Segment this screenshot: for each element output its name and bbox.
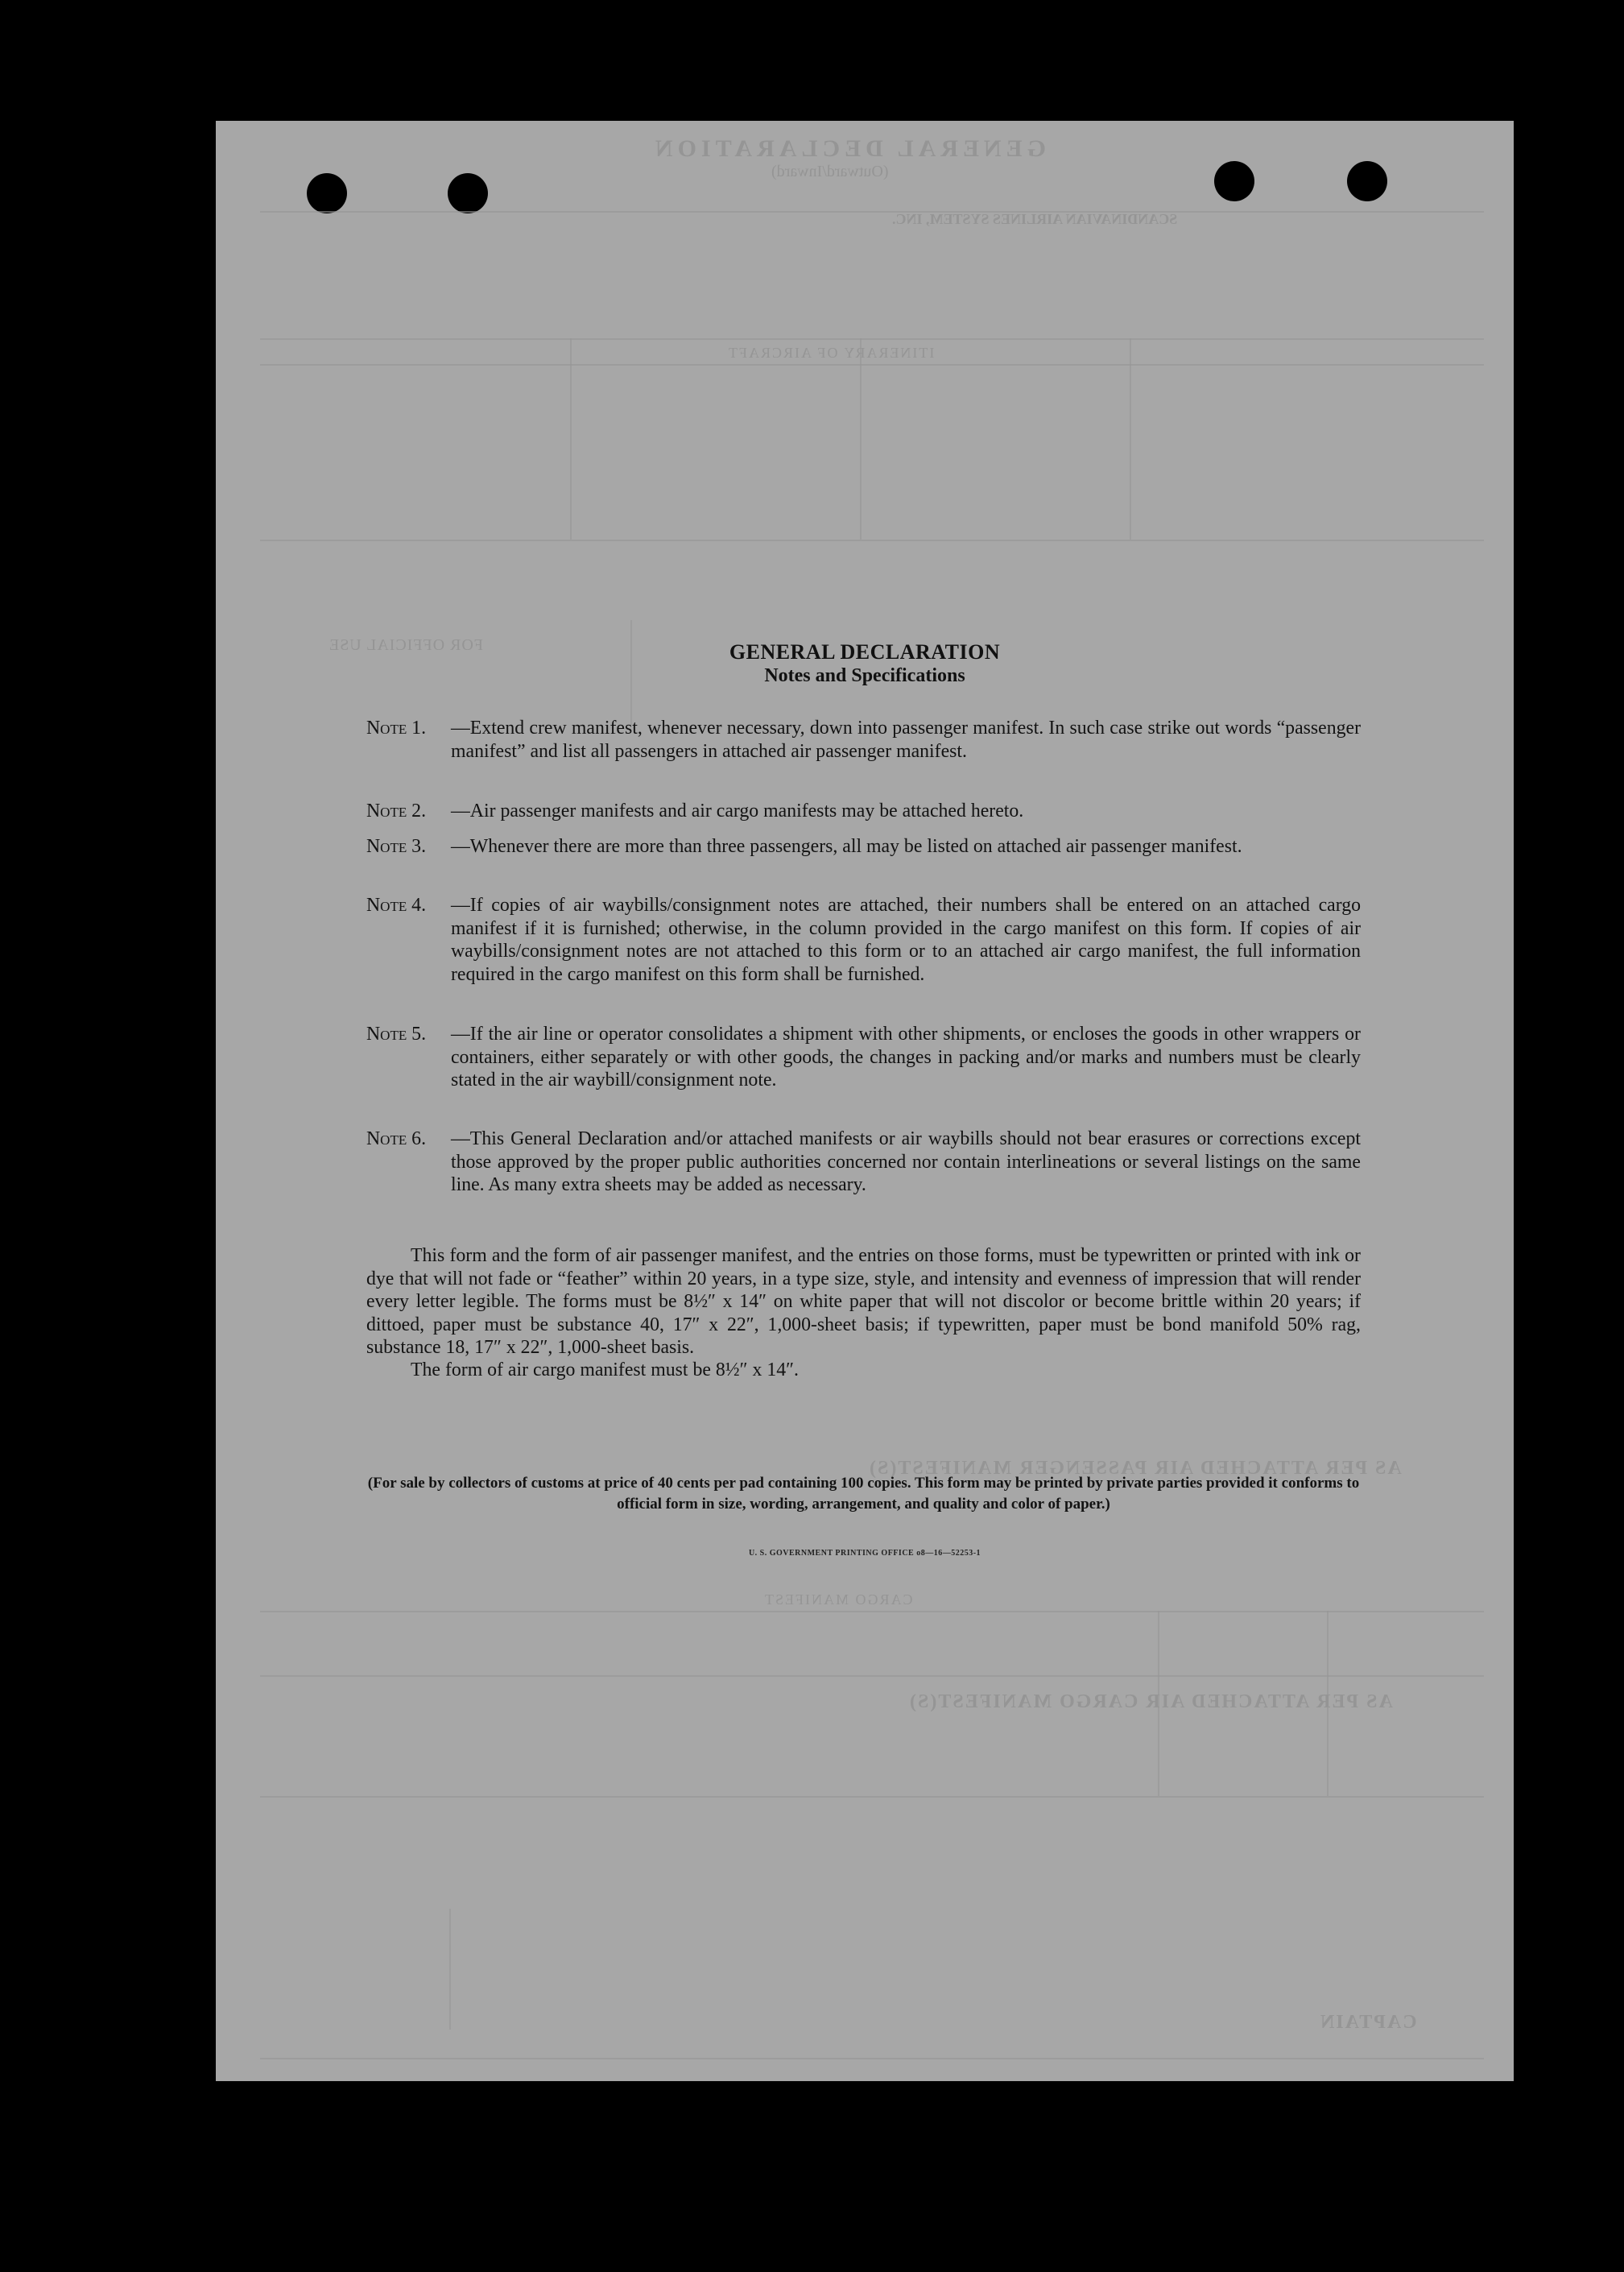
bleed-col-6 — [1327, 1611, 1329, 1796]
note-label: Note 5. — [366, 1024, 427, 1045]
note-3 — [366, 835, 1361, 859]
note-text: —Extend crew manifest, whenever necessary, down into passenger manifest. In such case strike out words “passenger manifest” and list all passengers in attached air passenger manifest. — [451, 718, 1361, 762]
note-label: Note 3. — [366, 836, 427, 857]
bleed-rule-4 — [260, 540, 1484, 541]
note-5 — [366, 1023, 1361, 1092]
bleed-rule-7 — [260, 1796, 1484, 1798]
page-title: GENERAL DECLARATION — [729, 640, 1001, 664]
bleed-rule-8 — [260, 2058, 1484, 2059]
document-page — [216, 121, 1514, 2081]
note-text: —This General Declaration and/or attached manifests or air waybills should not bear erasures or corrections except those approved by the proper public authorities concerned nor contain interlineations or several listings on the same line. As many extra sheets may be added as necessary. — [451, 1128, 1361, 1195]
bleed-cargo-manifest-title: CARGO MANIFEST — [763, 1591, 913, 1608]
bleed-rule-5 — [260, 1611, 1484, 1612]
bleed-col-2 — [860, 338, 862, 540]
bleed-col-3 — [1130, 338, 1131, 540]
bleed-col-7 — [449, 1909, 451, 2030]
sale-notice: (For sale by collectors of customs at price of 40 cents per pad containing 100 copies. This form may be printed by private parties provided it conforms to official form in size, wording, arrangement, and quality and color of paper.) — [367, 1475, 1360, 1513]
bleed-captain: CAPTAIN — [1319, 2012, 1417, 2033]
note-text: —Air passenger manifests and air cargo manifests may be attached hereto. — [451, 801, 1024, 821]
printer-line: U. S. GOVERNMENT PRINTING OFFICE o8—16—52253-1 — [748, 1549, 981, 1558]
form-specification-paragraph — [366, 1244, 1361, 1359]
bleed-col-5 — [1158, 1611, 1159, 1796]
note-label: Note 2. — [366, 801, 427, 821]
bleed-official-use: FOR OFFICIAL USE — [329, 636, 483, 654]
cargo-manifest-size: The form of air cargo manifest must be 8½″ x 14″. — [411, 1359, 799, 1380]
punch-hole-left-2 — [448, 173, 488, 213]
note-1 — [366, 717, 1361, 763]
bleed-passenger-manifest: AS PER ATTACHED AIR PASSENGER MANIFEST(S) — [868, 1458, 1402, 1479]
punch-hole-right-1 — [1214, 161, 1254, 201]
bleed-airline: SCANDINAVIAN AIRLINES SYSTEM, INC. — [892, 211, 1178, 227]
note-label: Note 6. — [366, 1128, 427, 1149]
bleed-rule-1 — [260, 211, 1484, 213]
form-specification-text: This form and the form of air passenger manifest, and the entries on those forms, must be typewritten or printed with ink or dye that will not fade or “feather” within 20 years, in a type size, style, and intensity and evenness of impression that will render every letter legible. The forms must be 8½″ x 14″ on white paper that will not discolor or become brittle within 20 years; if dittoed, paper must be substance 40, 17″ x 22″, 1,000-sheet basis; if typewritten, paper must be bond manifold 50% rag, substance 18, 17″ x 22″, 1,000-sheet basis. — [366, 1245, 1361, 1358]
bleed-col-1 — [570, 338, 572, 540]
bleed-rule-6 — [260, 1675, 1484, 1677]
note-4 — [366, 894, 1361, 986]
bleed-header-sub: (Outward/Inward) — [771, 163, 889, 180]
punch-hole-right-2 — [1347, 161, 1387, 201]
note-label: Note 1. — [366, 718, 427, 739]
bleed-rule-2 — [260, 338, 1484, 340]
note-2 — [366, 800, 1361, 823]
note-text: —If the air line or operator consolidates a shipment with other shipments, or encloses the goods in other wrappers or containers, either separately or with other goods, the changes in packing and/or marks and numbers must be clearly stated in the air waybill/consignment note. — [451, 1024, 1361, 1090]
page-subtitle: Notes and Specifications — [764, 665, 965, 686]
note-text: —Whenever there are more than three passengers, all may be listed on attached air passenger manifest. — [451, 836, 1242, 857]
bleed-rule-3 — [260, 364, 1484, 366]
note-label: Note 4. — [366, 895, 427, 916]
bleed-itinerary: ITINERARY OF AIRCRAFT — [727, 345, 935, 361]
note-text: —If copies of air waybills/consignment notes are attached, their numbers shall be entered on an attached cargo manifest if it is furnished; otherwise, in the column provided in the cargo manifest on this form. If copies of air waybills/consignment notes are not attached to this form or to an attached air cargo manifest, the full information required in the cargo manifest on this form shall be furnished. — [451, 895, 1361, 985]
bleed-header-title: GENERAL DECLARATION — [651, 135, 1047, 162]
bleed-cargo-manifest: AS PER ATTACHED AIR CARGO MANIFEST(S) — [908, 1691, 1393, 1712]
punch-hole-left-1 — [307, 173, 347, 213]
note-6 — [366, 1128, 1361, 1197]
